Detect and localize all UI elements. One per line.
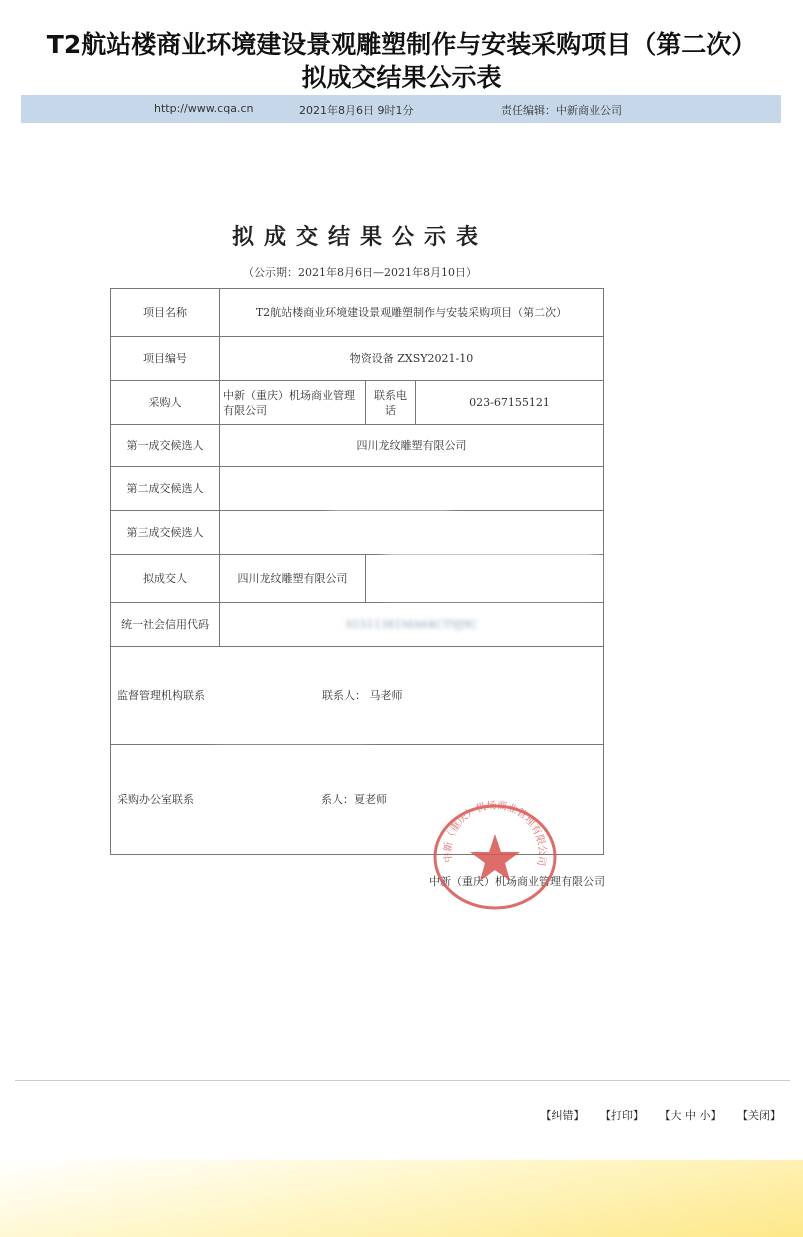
supervisor-cell [111,647,604,745]
document-title: 拟成交结果公示表 [231,224,488,250]
phone-value: 023-67155121 [416,381,604,425]
candidate1-label: 第一成交候选人 [111,425,220,467]
purchaser-label: 采购人 [111,381,220,425]
credit-label: 统一社会信用代码 [111,603,220,647]
candidate3-label: 第三成交候选人 [111,511,220,555]
candidate1-value: 四川龙纹雕塑有限公司 [220,425,604,467]
page-title-line2: 拟成交结果公示表 [301,63,502,92]
proposed-label: 拟成交人 [111,555,220,603]
redaction-smudge [330,512,450,536]
seal-text: 中新（重庆）机场商业管理有限公司 [442,800,548,867]
supervisor-label: 监督管理机构联系 [117,689,205,702]
font-size-link[interactable]: 【大 中 小】 [659,1109,722,1122]
candidate2-label: 第二成交候选人 [111,467,220,511]
page-title [0,28,803,94]
table-row [111,425,604,467]
supervisor-contact-label: 联系人： [322,689,366,702]
table-row [111,381,604,425]
print-link[interactable]: 【打印】 [600,1109,644,1122]
table-row [111,467,604,511]
page-title-line1: T2航站楼商业环境建设景观雕塑制作与安装采购项目（第二次） [46,30,757,59]
footer-divider [15,1080,790,1081]
footer-links [529,1107,782,1123]
company-seal-icon [430,800,560,910]
project-no-label: 项目编号 [111,337,220,381]
candidate2-value [220,467,604,511]
table-row [111,647,604,745]
table-row [111,337,604,381]
meta-url[interactable]: http://www.cqa.cn [154,102,254,115]
supervisor-contact-value: 马老师 [369,689,403,702]
purchaser-value: 中新（重庆）机场商业管理有限公司 [220,381,366,425]
project-no-value: 物资设备 ZXSY2021-10 [220,337,604,381]
document-period: （公示期：2021年8月6日—2021年8月10日） [243,266,477,279]
credit-value: 91511381MA64CT9J9C [220,603,604,647]
table-row [111,603,604,647]
meta-bar [21,95,781,123]
redaction-smudge [385,552,595,596]
meta-datetime: 2021年8月6日 9时1分 [299,104,414,117]
proposed-value: 四川龙纹雕塑有限公司 [220,555,366,603]
redaction-smudge [215,750,365,780]
project-name-label: 项目名称 [111,289,220,337]
bottom-glow [0,1160,803,1237]
signature-company: 中新（重庆）机场商业管理有限公司 [429,875,605,888]
project-name-value: T2航站楼商业环境建设景观雕塑制作与安装采购项目（第二次） [220,289,604,337]
meta-editor: 责任编辑：中新商业公司 [501,104,622,117]
office-label: 采购办公室联系 [117,793,194,806]
table-row [111,289,604,337]
phone-label: 联系电话 [366,381,416,425]
correction-link[interactable]: 【纠错】 [540,1109,585,1122]
close-link[interactable]: 【关闭】 [737,1109,781,1122]
office-contact: 系人：夏老师 [321,793,387,806]
